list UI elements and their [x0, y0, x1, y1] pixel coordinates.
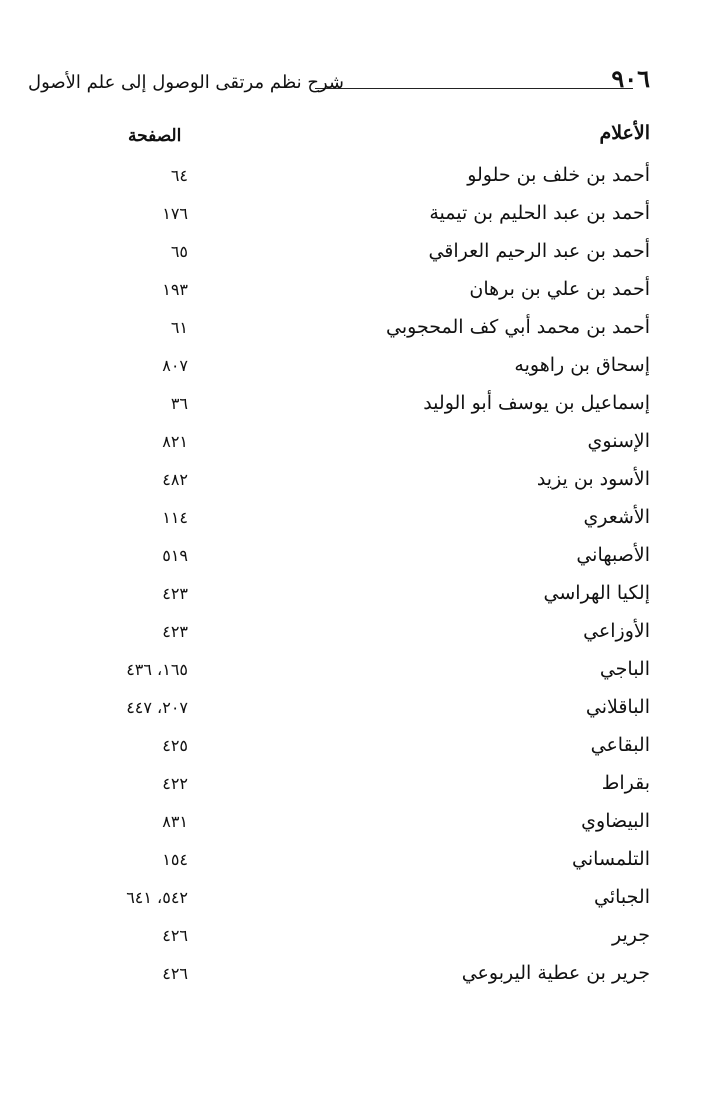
index-entry: [0, 310, 708, 348]
entry-name: جرير بن عطية اليربوعي: [461, 962, 650, 984]
entry-name: البقاعي: [590, 734, 650, 756]
index-entry: [0, 766, 708, 804]
entry-pages: ٨٢١: [162, 432, 188, 451]
index-entry: [0, 424, 708, 462]
entry-pages: ٨٠٧: [162, 356, 188, 375]
entry-pages: ٣٦: [170, 394, 188, 413]
entry-pages: ٥٤٢، ٦٤١: [126, 888, 188, 907]
index-entry: [0, 500, 708, 538]
entry-name: أحمد بن محمد أبي كف المحجوبي: [386, 316, 650, 338]
index-entry: [0, 386, 708, 424]
header-rule: [315, 88, 633, 89]
entry-pages: ١٦٥، ٤٣٦: [126, 660, 188, 679]
index-entry: [0, 272, 708, 310]
page-number: ٩٠٦: [611, 64, 650, 93]
index-entry: [0, 348, 708, 386]
entry-name: الأشعري: [583, 506, 650, 528]
index-entry: [0, 842, 708, 880]
index-entry: [0, 614, 708, 652]
entry-pages: ٦١: [170, 318, 188, 337]
entry-pages: ٤٢٥: [162, 736, 188, 755]
index-entry: [0, 234, 708, 272]
entry-name: أحمد بن عبد الرحيم العراقي: [428, 240, 650, 262]
index-entry: [0, 956, 708, 994]
entry-pages: ٥١٩: [162, 546, 188, 565]
entry-pages: ٨٣١: [162, 812, 188, 831]
entry-pages: ٤٨٢: [162, 470, 188, 489]
entry-name: إسحاق بن راهويه: [514, 354, 650, 376]
entry-pages: ٦٥: [170, 242, 188, 261]
entry-pages: ١٧٦: [162, 204, 188, 223]
entry-pages: ١٩٣: [162, 280, 188, 299]
index-entry: [0, 196, 708, 234]
entry-name: الأسود بن يزيد: [536, 468, 650, 490]
entry-pages: ١١٤: [162, 508, 188, 527]
entry-pages: ٢٠٧، ٤٤٧: [126, 698, 188, 717]
column-headings: [0, 122, 708, 152]
entry-pages: ٤٢٣: [162, 584, 188, 603]
entry-name: بقراط: [601, 772, 650, 794]
entry-pages: ٤٢٢: [162, 774, 188, 793]
entry-name: التلمساني: [572, 848, 650, 870]
index-entry: [0, 728, 708, 766]
entry-name: الأصبهاني: [576, 544, 650, 566]
entry-name: أحمد بن عبد الحليم بن تيمية: [429, 202, 650, 224]
entry-name: أحمد بن علي بن برهان: [469, 278, 650, 300]
index-entry: [0, 804, 708, 842]
entry-name: الجبائي: [594, 886, 650, 908]
pages-heading: الصفحة: [128, 126, 182, 146]
index-entry: [0, 652, 708, 690]
index-entry: [0, 158, 708, 196]
index-entry: [0, 538, 708, 576]
entry-name: أحمد بن خلف بن حلولو: [467, 164, 650, 186]
entry-pages: ١٥٤: [162, 850, 188, 869]
index-entry: [0, 462, 708, 500]
index-entry: [0, 918, 708, 956]
entry-name: الأوزاعي: [583, 620, 650, 642]
entry-pages: ٤٢٣: [162, 622, 188, 641]
entry-name: الباقلاني: [585, 696, 650, 718]
entry-name: الإسنوي: [587, 430, 650, 452]
entry-name: الباجي: [599, 658, 650, 680]
index-entry: [0, 880, 708, 918]
running-title: شرح نظم مرتقى الوصول إلى علم الأصول: [28, 72, 344, 93]
names-heading: الأعلام: [599, 122, 650, 144]
entry-pages: ٦٤: [170, 166, 188, 185]
index-entry: [0, 576, 708, 614]
entry-name: إلكيا الهراسي: [543, 582, 650, 604]
entry-pages: ٤٢٦: [162, 926, 188, 945]
entry-name: إسماعيل بن يوسف أبو الوليد: [423, 392, 650, 414]
page-header: [28, 64, 650, 98]
entry-name: جرير: [612, 924, 650, 946]
index-entry: [0, 690, 708, 728]
index-list: [0, 158, 708, 994]
entry-pages: ٤٢٦: [162, 964, 188, 983]
entry-name: البيضاوي: [581, 810, 650, 832]
